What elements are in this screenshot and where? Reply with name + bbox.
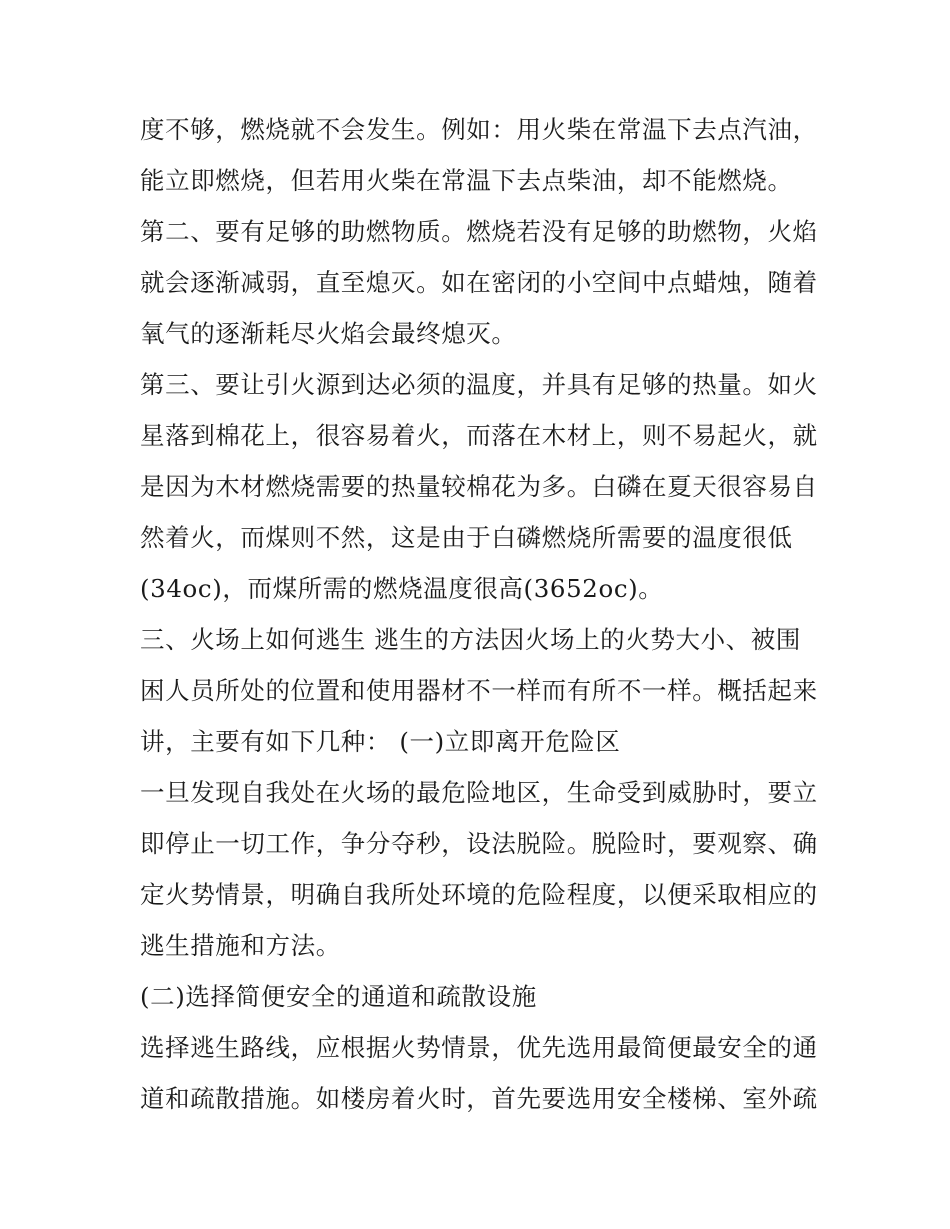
document-body xyxy=(140,104,820,1124)
text-line-3: 第二、要有足够的助燃物质。燃烧若没有足够的助燃物，火焰 xyxy=(140,217,818,246)
text-line-6: 第三、要让引火源到达必须的温度，并具有足够的热量。如火 xyxy=(140,370,818,399)
text-line-19: 选择逃生路线，应根据火势情景，优先选用最简便最安全的通 xyxy=(140,1033,818,1062)
text-line-1: 度不够，燃烧就不会发生。例如：用火柴在常温下去点汽油， xyxy=(140,115,818,144)
text-line-17: 逃生措施和方法。 xyxy=(140,931,341,960)
text-line-11: 三、火场上如何逃生 逃生的方法因火场上的火势大小、被围 xyxy=(140,625,801,654)
text-line-13: 讲，主要有如下几种： (一)立即离开危险区 xyxy=(140,727,621,756)
text-line-2: 能立即燃烧，但若用火柴在常温下去点柴油，却不能燃烧。 xyxy=(140,166,793,195)
text-line-7: 星落到棉花上，很容易着火，而落在木材上，则不易起火，就 xyxy=(140,421,818,450)
text-line-20: 道和疏散措施。如楼房着火时，首先要选用安全楼梯、室外疏 xyxy=(140,1084,818,1113)
text-line-12: 困人员所处的位置和使用器材不一样而有所不一样。概括起来 xyxy=(140,676,818,705)
text-line-4: 就会逐渐减弱，直至熄灭。如在密闭的小空间中点蜡烛，随着 xyxy=(140,268,818,297)
text-line-5: 氧气的逐渐耗尽火焰会最终熄灭。 xyxy=(140,319,517,348)
text-line-14: 一旦发现自我处在火场的最危险地区，生命受到威胁时，要立 xyxy=(140,778,818,807)
text-line-8: 是因为木材燃烧需要的热量较棉花为多。白磷在夏天很容易自 xyxy=(140,472,818,501)
text-line-9: 然着火，而煤则不然，这是由于白磷燃烧所需要的温度很低 xyxy=(140,523,793,552)
text-line-18: (二)选择简便安全的通道和疏散设施 xyxy=(140,982,537,1011)
text-line-15: 即停止一切工作，争分夺秒，设法脱险。脱险时，要观察、确 xyxy=(140,829,818,858)
text-line-10: (34oc)，而煤所需的燃烧温度很高(3652oc)。 xyxy=(140,574,664,603)
text-line-16: 定火势情景，明确自我所处环境的危险程度，以便采取相应的 xyxy=(140,880,818,909)
